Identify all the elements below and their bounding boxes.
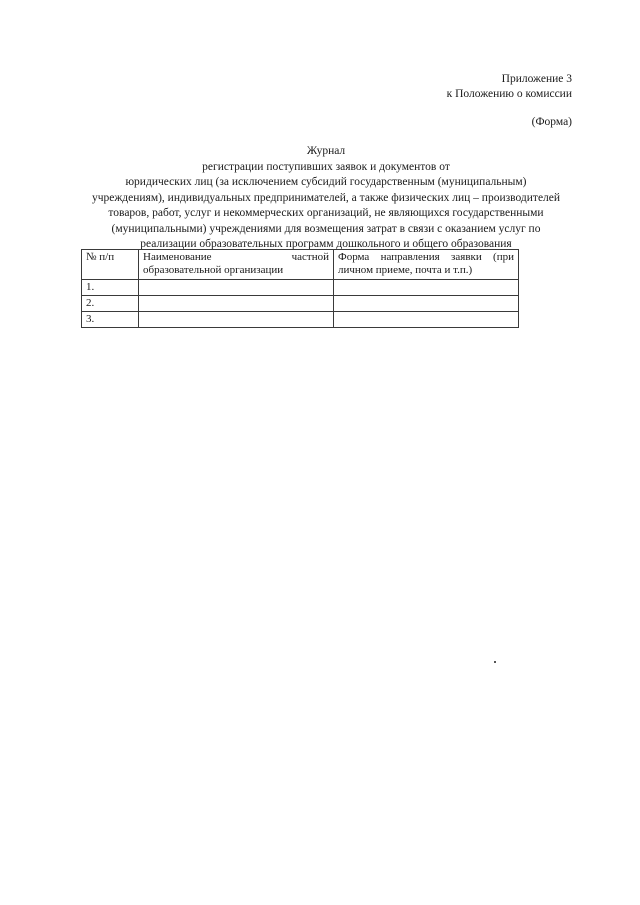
row-organization-name: [139, 296, 334, 312]
scan-speck: [494, 661, 496, 663]
table-row: [82, 296, 519, 312]
title-line-4: учреждениям), индивидуальных предпринимателей, а также физических лиц – производителей: [91, 191, 561, 204]
document-title: [84, 144, 568, 253]
title-line-3: юридических лиц (за исключением субсидий государственным (муниципальным): [125, 176, 527, 188]
form-label: (Форма): [531, 116, 572, 128]
row-submission-form: [334, 280, 519, 296]
title-line-6: (муниципальными) учреждениями для возмещения затрат в связи с оказанием услуг по: [111, 222, 541, 235]
row-number: 3.: [82, 312, 139, 328]
header-number: № п/п: [82, 250, 139, 280]
title-line-2: регистрации поступивших заявок и документов от: [202, 160, 450, 173]
header-submission-form: Форма направления заявки (при личном приеме, почта и т.п.): [334, 250, 519, 280]
row-organization-name: [139, 312, 334, 328]
row-number: 2.: [82, 296, 139, 312]
row-organization-name: [139, 280, 334, 296]
title-line-5: товаров, работ, услуг и некоммерческих организаций, не являющихся государственными: [108, 207, 544, 219]
registration-journal-table: [81, 249, 519, 328]
header-organization-name: Наименование частной образовательной организации: [139, 250, 334, 280]
row-submission-form: [334, 296, 519, 312]
table-header-row: [82, 250, 519, 280]
table-row: [82, 312, 519, 328]
title-line-7: реализации образовательных программ дошкольного и общего образования: [140, 238, 512, 250]
title-line-1: Журнал: [306, 145, 346, 157]
appendix-reference: [447, 72, 572, 102]
table-row: [82, 280, 519, 296]
appendix-regulation: к Положению о комиссии: [446, 88, 572, 100]
row-number: 1.: [82, 280, 139, 296]
row-submission-form: [334, 312, 519, 328]
appendix-number: Приложение 3: [501, 73, 572, 85]
